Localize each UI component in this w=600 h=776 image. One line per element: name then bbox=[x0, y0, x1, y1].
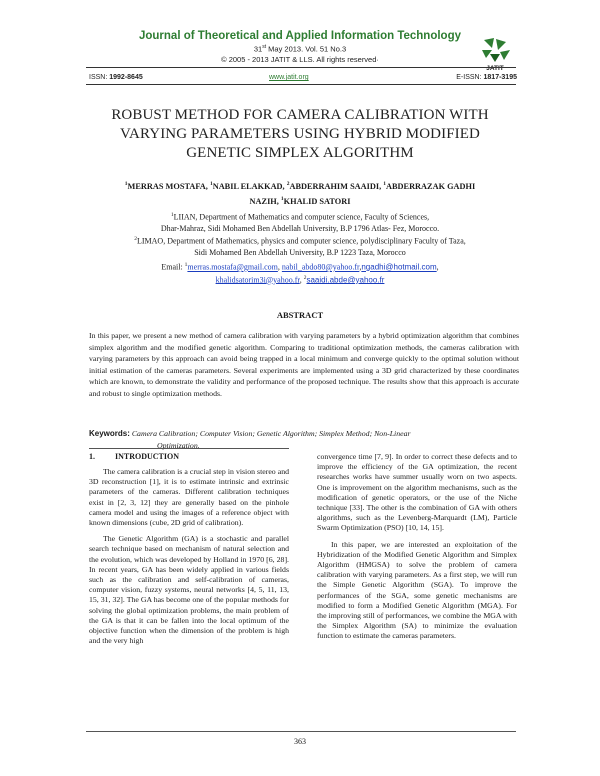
affiliation-2-line-1 bbox=[80, 234, 520, 247]
affiliation-text: LIMAO, Department of Mathematics, physics and computer science, polydisciplinary Faculty of Taza, bbox=[136, 236, 466, 246]
abstract-heading: ABSTRACT bbox=[276, 310, 324, 320]
email-link[interactable]: merras.mostafa@gmail.com bbox=[187, 262, 278, 272]
leaf-icon bbox=[482, 38, 510, 62]
authors bbox=[75, 178, 525, 208]
website-link[interactable]: www.jatit.org bbox=[269, 74, 309, 81]
keywords-text: Camera Calibration; Computer Vision; Genetic Algorithm; Simplex Method; Non-Linear bbox=[131, 429, 411, 438]
paper-title bbox=[60, 106, 540, 163]
title-line-2: VARYING PARAMETERS USING HYBRID MODIFIED bbox=[120, 126, 480, 142]
author-sup: 1 bbox=[280, 195, 284, 202]
affiliation-1-line-2: Dhar-Mahraz, Sidi Mohamed Ben Abdellah University, B.P 1796 Atlas- Fez, Morocco. bbox=[160, 223, 440, 233]
issn-value: 1992-8645 bbox=[109, 74, 143, 81]
header-rule-top bbox=[86, 67, 516, 68]
author-sup: 2 bbox=[286, 181, 290, 187]
authors-line-2 bbox=[75, 193, 525, 208]
eissn-label: E-ISSN: bbox=[456, 74, 482, 81]
email-link[interactable]: nabil_abdo80@yahoo.fr bbox=[281, 262, 360, 272]
paragraph: The Genetic Algorithm (GA) is a stochastic and parallel search technique based on mechanism of natural selection and the evolution, which was developed by Holland in 1970 [6, 28]. In recent years, GA has been widely applied in various fields such as the calibration and self-calibration of cameras, computer vision, fuzzy systems, neural networks [4, 5, 11, 13, 15, 31, 32]. The GA has become one of the popular methods for solving the global optimization problems, the main problem of the GA is that it can be fallen into the local optimum of the objective function when the dimension of the problem is high and the very high bbox=[89, 534, 289, 646]
email-line bbox=[80, 260, 520, 285]
issue-volume: May 2013. Vol. 51 No.3 bbox=[266, 44, 347, 54]
email-link[interactable]: ngadhi@hotmail.com bbox=[361, 262, 437, 272]
affiliation-2-line-2: Sidi Mohamed Ben Abdellah University, B.P 1223 Taza, Morocco bbox=[194, 247, 406, 257]
affiliation-sup: 2 bbox=[134, 236, 137, 242]
affiliation-2 bbox=[80, 234, 520, 258]
authors-line-1 bbox=[75, 178, 525, 193]
author-name: ABDERRAZAK GADHI bbox=[386, 181, 476, 191]
eissn-value: 1817-3195 bbox=[483, 74, 517, 81]
author-name: ABDERRAHIM SAAIDI, bbox=[289, 181, 384, 191]
issn bbox=[89, 74, 143, 81]
email-link[interactable]: saaidi.abde@yahoo.fr bbox=[306, 275, 385, 285]
issue-day-suffix: st bbox=[262, 44, 267, 50]
right-column bbox=[317, 452, 517, 648]
author-sup: 1 bbox=[383, 181, 387, 187]
keywords-label: Keywords: bbox=[89, 429, 130, 438]
email-line-1: Email: $^1$merras.mostafa@gmail.com, nabil_abdo80@yahoo.fr,ngadhi@hotmail.com, bbox=[161, 262, 439, 272]
page-number: 363 bbox=[294, 737, 306, 746]
section-heading bbox=[89, 452, 179, 461]
email-sup: 1 bbox=[184, 262, 188, 268]
email-sup: 2 bbox=[303, 274, 307, 281]
paragraph: convergence time [7, 9]. In order to correct these defects and to improve the efficiency of the GA optimization, the recent researches works have summer usually worn on two aspects. One is improvement on the algorithm mechanisms, such as the modification of genetic operators, or the use of the Niche technique [33]. The other is the combination of GA with others algorithms, such as the Levenberg-Marquardt (LM), Particle Swarm Optimization (PSO) [10, 14, 15]. bbox=[317, 452, 517, 533]
left-column bbox=[89, 467, 289, 652]
author-sup: 1 bbox=[124, 181, 128, 187]
issue-day: 31 bbox=[253, 44, 263, 54]
eissn bbox=[456, 74, 517, 81]
journal-title: Journal of Theoretical and Applied Information Technology bbox=[138, 30, 462, 42]
author-name: MERRAS MOSTAFA, bbox=[127, 181, 210, 191]
section-divider bbox=[89, 448, 289, 449]
abstract-body: In this paper, we present a new method of camera calibration with varying parameters by a hybrid optimization algorithm that combines simplex algorithm and the modified genetic algorithm. Comparing to traditional optimization methods, the cameras calibration with varying parameters by this approach can avoid being trapped in a local minimum and converge quickly to the optimal solution without initial estimation of the cameras parameters. Several experiments are implemented using a 3D grid characterized by these coordinates which are known, to demonstrate the validity and performance of the proposed technique. The results show that this approach is accurate and robust to single optimization methods. bbox=[89, 331, 519, 398]
footer-rule bbox=[86, 731, 516, 732]
title-line-1: ROBUST METHOD FOR CAMERA CALIBRATION WITH bbox=[111, 107, 489, 123]
author-name: NABIL ELAKKAD, bbox=[212, 181, 287, 191]
email-link[interactable]: khalidsatorim3i@yahoo.fr bbox=[215, 275, 300, 285]
author-sup: 1 bbox=[209, 181, 213, 187]
affiliation-sup: 1 bbox=[170, 212, 174, 218]
header-rule-bottom bbox=[86, 84, 516, 85]
issn-label: ISSN: bbox=[89, 74, 108, 81]
section-number: 1. bbox=[89, 452, 95, 461]
title-line-3: GENETIC SIMPLEX ALGORITHM bbox=[186, 145, 414, 161]
logo-text: JATIT bbox=[486, 65, 504, 72]
affiliation-text: LIIAN, Department of Mathematics and computer science, Faculty of Sciences, bbox=[173, 212, 430, 222]
affiliation-1 bbox=[80, 210, 520, 234]
paragraph: The camera calibration is a crucial step in vision stereo and 3D reconstruction [1], it is to estimate intrinsic and extrinsic parameters of the cameras. Different calibration techniques exist in [2, 3, 12] they are generally based on the pinhole camera model and using the images of a reference object with known dimensions (cube, 2D grid of calibration). bbox=[89, 467, 289, 528]
author-name: NAZIH, bbox=[249, 196, 281, 206]
affiliation-1-line-1 bbox=[80, 210, 520, 223]
copyright-notice: © 2005 - 2013 JATIT & LLS. All rights reserved· bbox=[221, 55, 379, 64]
section-title: INTRODUCTION bbox=[115, 452, 180, 461]
email-line-2: khalidsatorim3i@yahoo.fr, $^2$saaidi.abde@yahoo.fr bbox=[215, 274, 385, 285]
paragraph: In this paper, we are interested an exploitation of the Hybridization of the Modified Genetic Algorithm and Simplex Algorithm (HMGSA) to solve the problem of camera calibration with varying parameters. As a first step, we will run the Simple Genetic Algorithm (SGA). To improve the performances of the SGA, some genetic mechanisms are modified to form a Modified Genetic Algorithm (MGA). For the improving still of performances, we combine the MGA with the Simplex Algorithm (SA) to minimize the evaluation function to estimate the cameras parameters. bbox=[317, 539, 517, 641]
email-label: Email: bbox=[161, 262, 185, 272]
keywords-text-cont: Optimization. bbox=[157, 440, 200, 450]
author-name: KHALID SATORI bbox=[283, 196, 351, 206]
